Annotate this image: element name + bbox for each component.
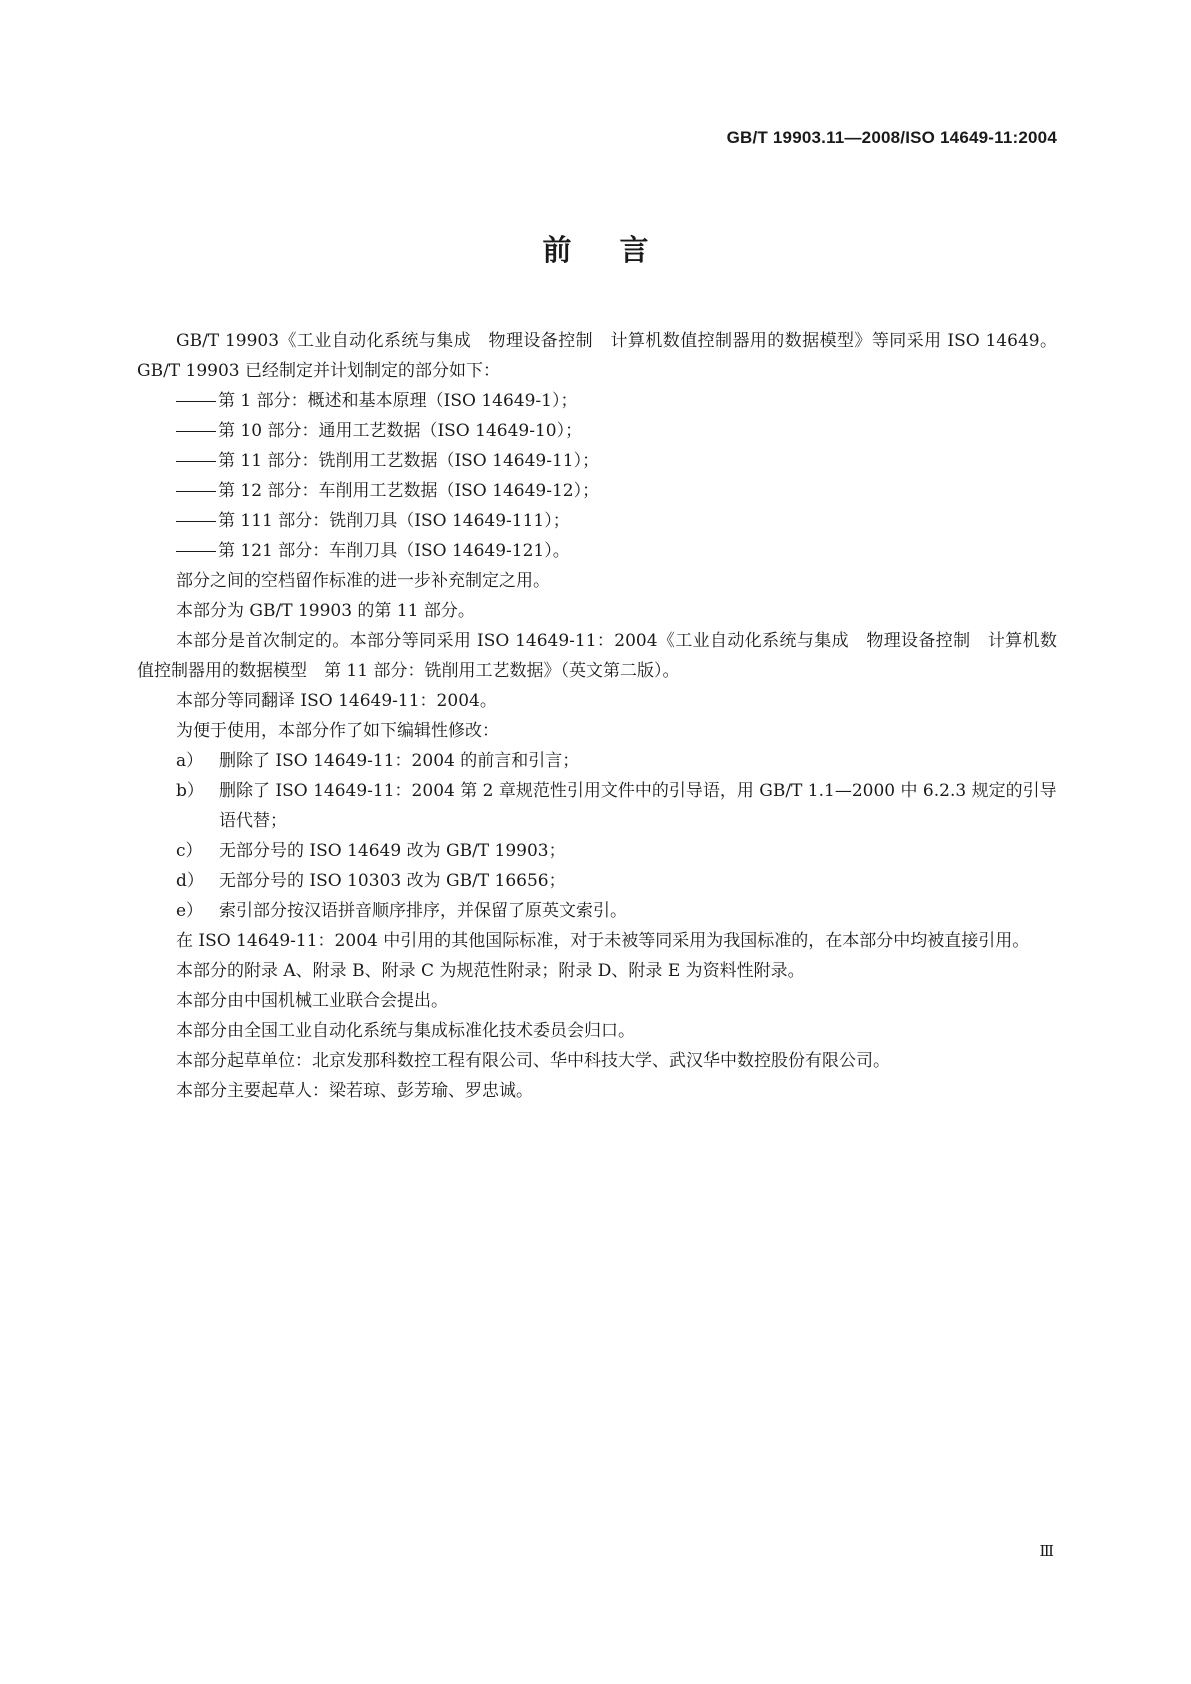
part-list-item: 第 12 部分：车削用工艺数据（ISO 14649-12）； bbox=[137, 476, 1057, 506]
references-paragraph: 在 ISO 14649-11：2004 中引用的其他国际标准，对于未被等同采用为我国标准的，在本部分中均被直接引用。 bbox=[176, 931, 1030, 951]
dash-mark bbox=[176, 491, 216, 492]
annexes-paragraph: 本部分的附录 A、附录 B、附录 C 为规范性附录；附录 D、附录 E 为资料性附录。 bbox=[176, 961, 805, 981]
first-edition-paragraph: 本部分是首次制定的。本部分等同采用 ISO 14649-11：2004《工业自动化系统与集成 物理设备控制 计算机数值控制器用的数据模型 第 11 部分：铣削用工艺数据》（英文第二版）。 bbox=[137, 631, 1057, 681]
dash-mark bbox=[176, 401, 216, 402]
dash-mark bbox=[176, 431, 216, 432]
page-title: 前言 bbox=[542, 233, 697, 267]
edit-list-item: d） 无部分号的 ISO 10303 改为 GB/T 16656； bbox=[176, 871, 566, 891]
drafters-paragraph: 本部分主要起草人：梁若琼、彭芳瑜、罗忠诚。 bbox=[176, 1081, 533, 1101]
intro-paragraph: GB/T 19903《工业自动化系统与集成 物理设备控制 计算机数值控制器用的数据模型》等同采用 ISO 14649。GB/T 19903 已经制定并计划制定的部分如下： bbox=[137, 331, 1057, 381]
edit-list-item: b） 删除了 ISO 14649-11：2004 第 2 章规范性引用文件中的引导语，用 GB/T 1.1—2000 中 6.2.3 规定的引导语代替； bbox=[176, 781, 1057, 831]
foreword-body bbox=[137, 326, 1057, 1106]
standard-code: GB/T 19903.11—2008/ISO 14649-11:2004 bbox=[726, 128, 1057, 147]
edits-intro-paragraph: 为便于使用，本部分作了如下编辑性修改： bbox=[176, 721, 499, 741]
part-list-item: 第 11 部分：铣削用工艺数据（ISO 14649-11）； bbox=[137, 446, 1057, 476]
part-list-item: 第 111 部分：铣削刀具（ISO 14649-111）； bbox=[137, 506, 1057, 536]
proposed-paragraph: 本部分由中国机械工业联合会提出。 bbox=[176, 991, 448, 1011]
translation-paragraph: 本部分等同翻译 ISO 14649-11：2004。 bbox=[176, 691, 497, 711]
part-list-item: 第 1 部分：概述和基本原理（ISO 14649-1）； bbox=[137, 386, 1057, 416]
edit-list-item: e） 索引部分按汉语拼音顺序排序，并保留了原英文索引。 bbox=[176, 901, 627, 921]
part-list-item: 第 10 部分：通用工艺数据（ISO 14649-10）； bbox=[137, 416, 1057, 446]
this-part-paragraph: 本部分为 GB/T 19903 的第 11 部分。 bbox=[176, 601, 475, 621]
dash-mark bbox=[176, 461, 216, 462]
dash-mark bbox=[176, 551, 216, 552]
edit-list-item: c） 无部分号的 ISO 14649 改为 GB/T 19903； bbox=[176, 841, 566, 861]
gap-paragraph: 部分之间的空档留作标准的进一步补充制定之用。 bbox=[176, 571, 550, 591]
part-list-item: 第 121 部分：车削刀具（ISO 14649-121）。 bbox=[137, 536, 1057, 566]
edit-list-item: a） 删除了 ISO 14649-11：2004 的前言和引言； bbox=[176, 751, 580, 771]
drafting-units-paragraph: 本部分起草单位：北京发那科数控工程有限公司、华中科技大学、武汉华中数控股份有限公司。 bbox=[176, 1051, 890, 1071]
centralized-paragraph: 本部分由全国工业自动化系统与集成标准化技术委员会归口。 bbox=[176, 1021, 635, 1041]
dash-mark bbox=[176, 521, 216, 522]
page-number: Ⅲ bbox=[1039, 1542, 1054, 1560]
